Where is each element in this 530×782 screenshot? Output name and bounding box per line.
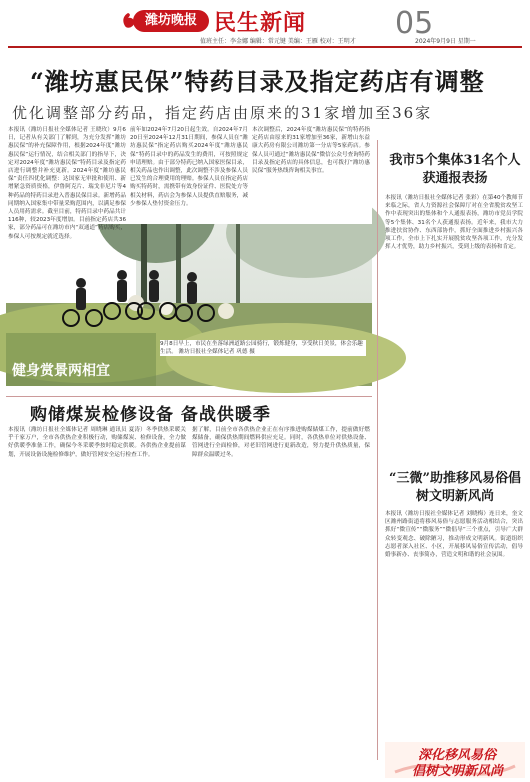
column-divider xyxy=(377,140,378,760)
section2-col2: 据了解，目前全市各供热企业正在有序推进购煤储煤工作，提前做好燃煤储备，确保供热期间燃料供应充足。同时，各供热单位对供热设备、管网进行全面检修，对老旧管网进行更新改造，努力提升供热质量，保障群众温暖过冬。 xyxy=(192,427,370,458)
right-story2-title: “三微”助推移风易俗倡树文明新风尚 xyxy=(389,471,521,504)
page-number: 05 xyxy=(395,6,434,41)
issue-date: 2024年9月9日 星期一 xyxy=(415,38,476,45)
header-rule xyxy=(8,46,522,48)
main-story-col1: 本报讯（潍坊日报社全媒体记者 王晓玫）9月6日，记者从有关部门了解到，为充分发挥“潍坊惠民保”的补充保障作用，根据2024年度“潍坊惠民保”运行情况，结合相关部门的指导下，决定对2024年度“潍坊惠民保”特药目录及指定药店进行调整并补充更新。2024年度“潍坊惠民保”责任四优化调整：达国家无审批和使用、新增紧急资质资格，伊鲁阿克片、瑞戈非尼片等4种药品的特药目录进入普惠民保目录。新增药品同期纳入国家集中带量采购范围内，以满足参保人员用药需求。截至目前，特药目录中药品共计116种，较2023年度增加。目前指定药店共36家，部分药品可在潍坊市内“双通道”药店购买，参保人可按规定就近选择。 xyxy=(8,127,126,240)
right-story1-title: 我市5个集体31名个人获通报表扬 xyxy=(389,153,521,186)
right-story2-body: 本报讯（潍坊日报社全媒体记者 刘晓梅）连日来，奎文区潍州路街道将移风易俗与志愿服务活动相结合，突出抓好“微宣传”“微服务”“微倡导”三个重点，引导广大群众转变观念、破除陋习，推动形成文明新风。街道组织志愿者深入社区、小区，开展移风易俗宣传活动，倡导婚事新办、丧事简办，营造文明和谐的社会氛围。 xyxy=(385,511,523,559)
main-story-col2: 前年如2024年7月20日起生效。自2024年7月20日至2024年12月31日期间，参保人员在“潍坊惠民保”指定药店购买2024年度“潍坊惠民保”特药目录中的药品发生的费用，可按照规定申请理赔。由于部分特药已纳入国家医保目录，相关药品也作出调整，此次调整不涉及参保人员已发生的合理费用的理赔。参保人员在指定药店购买特药时，需携带有效身份证件、医院处方等相关材料，药店会为参保人员提供直赔服务，减少参保人垫付资金压力。 xyxy=(130,127,248,207)
banner-line2: 倡树文明新风尚 xyxy=(412,764,504,779)
section-divider xyxy=(6,396,372,397)
section-title: 民生新闻 xyxy=(214,10,307,36)
banner-line1: 深化移风易俗 xyxy=(418,748,497,763)
newspaper-logo: 潍坊晚报 xyxy=(133,10,209,32)
section2-headline: 购储煤炭检修设备 备战供暖季 xyxy=(30,405,271,425)
editor-credits: 值班主任：李金娜 编辑：常元键 美编：王雁 校对：王明才 xyxy=(200,38,356,45)
photo-caption: 9月8日早上，市民在坐落绿洲道路公园骑行，锻炼健身，享受秋日美景，体会乐趣生活。 潍坊日报社全媒体记者 巩德 摄 xyxy=(160,340,366,356)
main-headline: “潍坊惠民保”特药目录及指定药店有调整 xyxy=(30,67,485,96)
photo-label: 健身赏景两相宜 xyxy=(12,363,110,379)
section2-col1: 本报讯（潍坊日报社全媒体记者 周晓琳 通讯员 夏涛）冬季供热采暖关乎千家万户，全市各供热企业积极行动，购储煤炭、检修设备，全力做好供暖季准备工作，确保今冬采暖季按时稳定供暖。各供热企业提前谋划，开展设备设施检修维护，做好管网安全运行检查工作。 xyxy=(8,427,186,458)
main-subhead: 优化调整部分药品，指定药店由原来的31家增加至36家 xyxy=(12,104,433,122)
main-story-col3: 本次调整后，2024年度“潍坊惠民保”的特药指定药店由原来的31家增加至36家，新增山东益康大药房有限公司潍坊第一分店等5家药店。参保人员可通过“潍坊惠民保”微信公众号查询特药目录及指定药店的具体信息，也可拨打“潍坊惠民保”服务热线咨询相关事宜。 xyxy=(252,127,370,175)
right-story1-body: 本报讯（潍坊日报社全媒体记者 张彩）在第40个教师节来临之际，省人力资源社会保障厅对在全省脱贫攻坚工作中表现突出的集体和个人通报表扬，潍坊市党员学院等5个集体、31名个人获通报表扬。近年来，我市大力推进扶贫协作、东西部协作，抓好全面推进乡村振兴各项工作，全市上下扎实开展脱贫攻坚各项工作，充分发挥人才优势，助力乡村振兴，受到上级的表扬和肯定。 xyxy=(385,195,523,251)
